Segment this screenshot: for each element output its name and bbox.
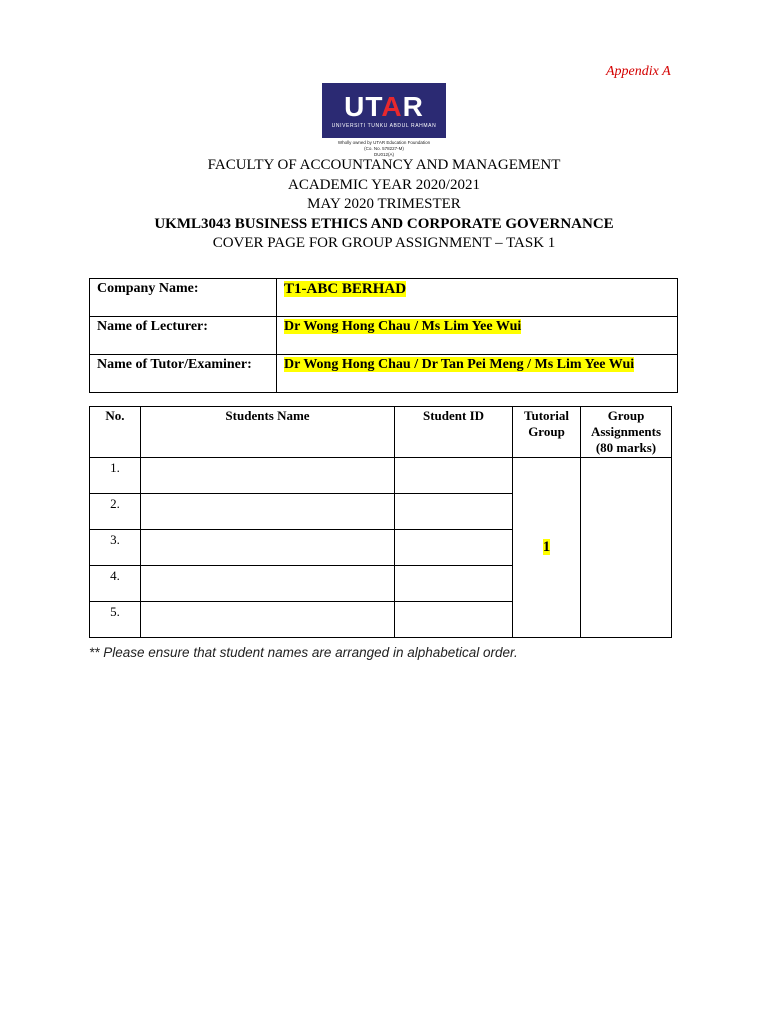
lecturer-row (90, 317, 678, 355)
company-label: Company Name: (90, 279, 277, 317)
student-name-cell[interactable] (141, 458, 395, 494)
student-id-cell[interactable] (395, 602, 513, 638)
company-value: T1-ABC BERHAD (284, 281, 407, 297)
student-name-cell[interactable] (141, 602, 395, 638)
lecturer-value: Dr Wong Hong Chau / Ms Lim Yee Wui (284, 319, 522, 334)
header-no: No. (90, 407, 141, 458)
student-id-cell[interactable] (395, 494, 513, 530)
row-number: 3. (90, 530, 141, 566)
row-number: 5. (90, 602, 141, 638)
trimester-heading: MAY 2020 TRIMESTER (307, 196, 461, 212)
header-tutorial-line2: Group (528, 424, 565, 439)
header-group-line1: Group (607, 408, 645, 423)
student-name-cell[interactable] (141, 494, 395, 530)
students-table (89, 406, 672, 638)
logo-note-line2: (Co. No. 578227-M) (364, 146, 404, 151)
tutor-row (90, 355, 678, 393)
lecturer-cell (277, 317, 678, 355)
logo-wordmark (344, 90, 424, 122)
company-row (90, 279, 678, 317)
row-number: 4. (90, 566, 141, 602)
logo-word-part1: UT (344, 90, 382, 122)
utar-logo (322, 83, 446, 158)
tutor-value: Dr Wong Hong Chau / Dr Tan Pei Meng / Ms Lim Yee Wui (284, 357, 635, 372)
student-id-cell[interactable] (395, 458, 513, 494)
info-table (89, 278, 678, 393)
logo-note-line3: DU012(A) (373, 152, 394, 157)
course-heading: UKML3043 BUSINESS ETHICS AND CORPORATE GOVERNANCE (154, 215, 614, 232)
document-headings (0, 156, 768, 254)
company-cell (277, 279, 678, 317)
appendix-label: Appendix A (606, 64, 671, 79)
logo-word-star-a: A (381, 90, 403, 122)
students-header-row (90, 407, 672, 458)
student-id-cell[interactable] (395, 566, 513, 602)
student-name-cell[interactable] (141, 530, 395, 566)
header-tutorial-line1: Tutorial (523, 408, 570, 423)
row-number: 1. (90, 458, 141, 494)
header-group-line2: Assignments (590, 424, 662, 439)
header-group-line3: (80 marks) (595, 440, 657, 455)
academic-year-heading: ACADEMIC YEAR 2020/2021 (288, 176, 480, 193)
tutorial-group-value: 1 (542, 539, 551, 555)
tutor-label: Name of Tutor/Examiner: (90, 355, 277, 393)
logo-box (322, 83, 446, 138)
tutor-cell (277, 355, 678, 393)
alphabetical-note: ** Please ensure that student names are arranged in alphabetical order. (89, 645, 518, 660)
header-group-assignments (581, 407, 672, 458)
header-student-id: Student ID (395, 407, 513, 458)
student-id-cell[interactable] (395, 530, 513, 566)
group-assignment-marks-cell[interactable] (581, 458, 672, 638)
logo-note-line1: Wholly owned by UTAR Education Foundation (337, 140, 431, 145)
header-students-name: Students Name (141, 407, 395, 458)
tutorial-group-cell (513, 458, 581, 638)
student-name-cell[interactable] (141, 566, 395, 602)
logo-word-part3: R (402, 90, 424, 122)
lecturer-label: Name of Lecturer: (90, 317, 277, 355)
row-number: 2. (90, 494, 141, 530)
faculty-heading: FACULTY OF ACCOUNTANCY AND MANAGEMENT (207, 157, 561, 173)
cover-page-heading: COVER PAGE FOR GROUP ASSIGNMENT – TASK 1 (212, 235, 556, 251)
logo-subtitle: UNIVERSITI TUNKU ABDUL RAHMAN (331, 122, 437, 129)
table-row (90, 458, 672, 494)
header-tutorial-group (513, 407, 581, 458)
